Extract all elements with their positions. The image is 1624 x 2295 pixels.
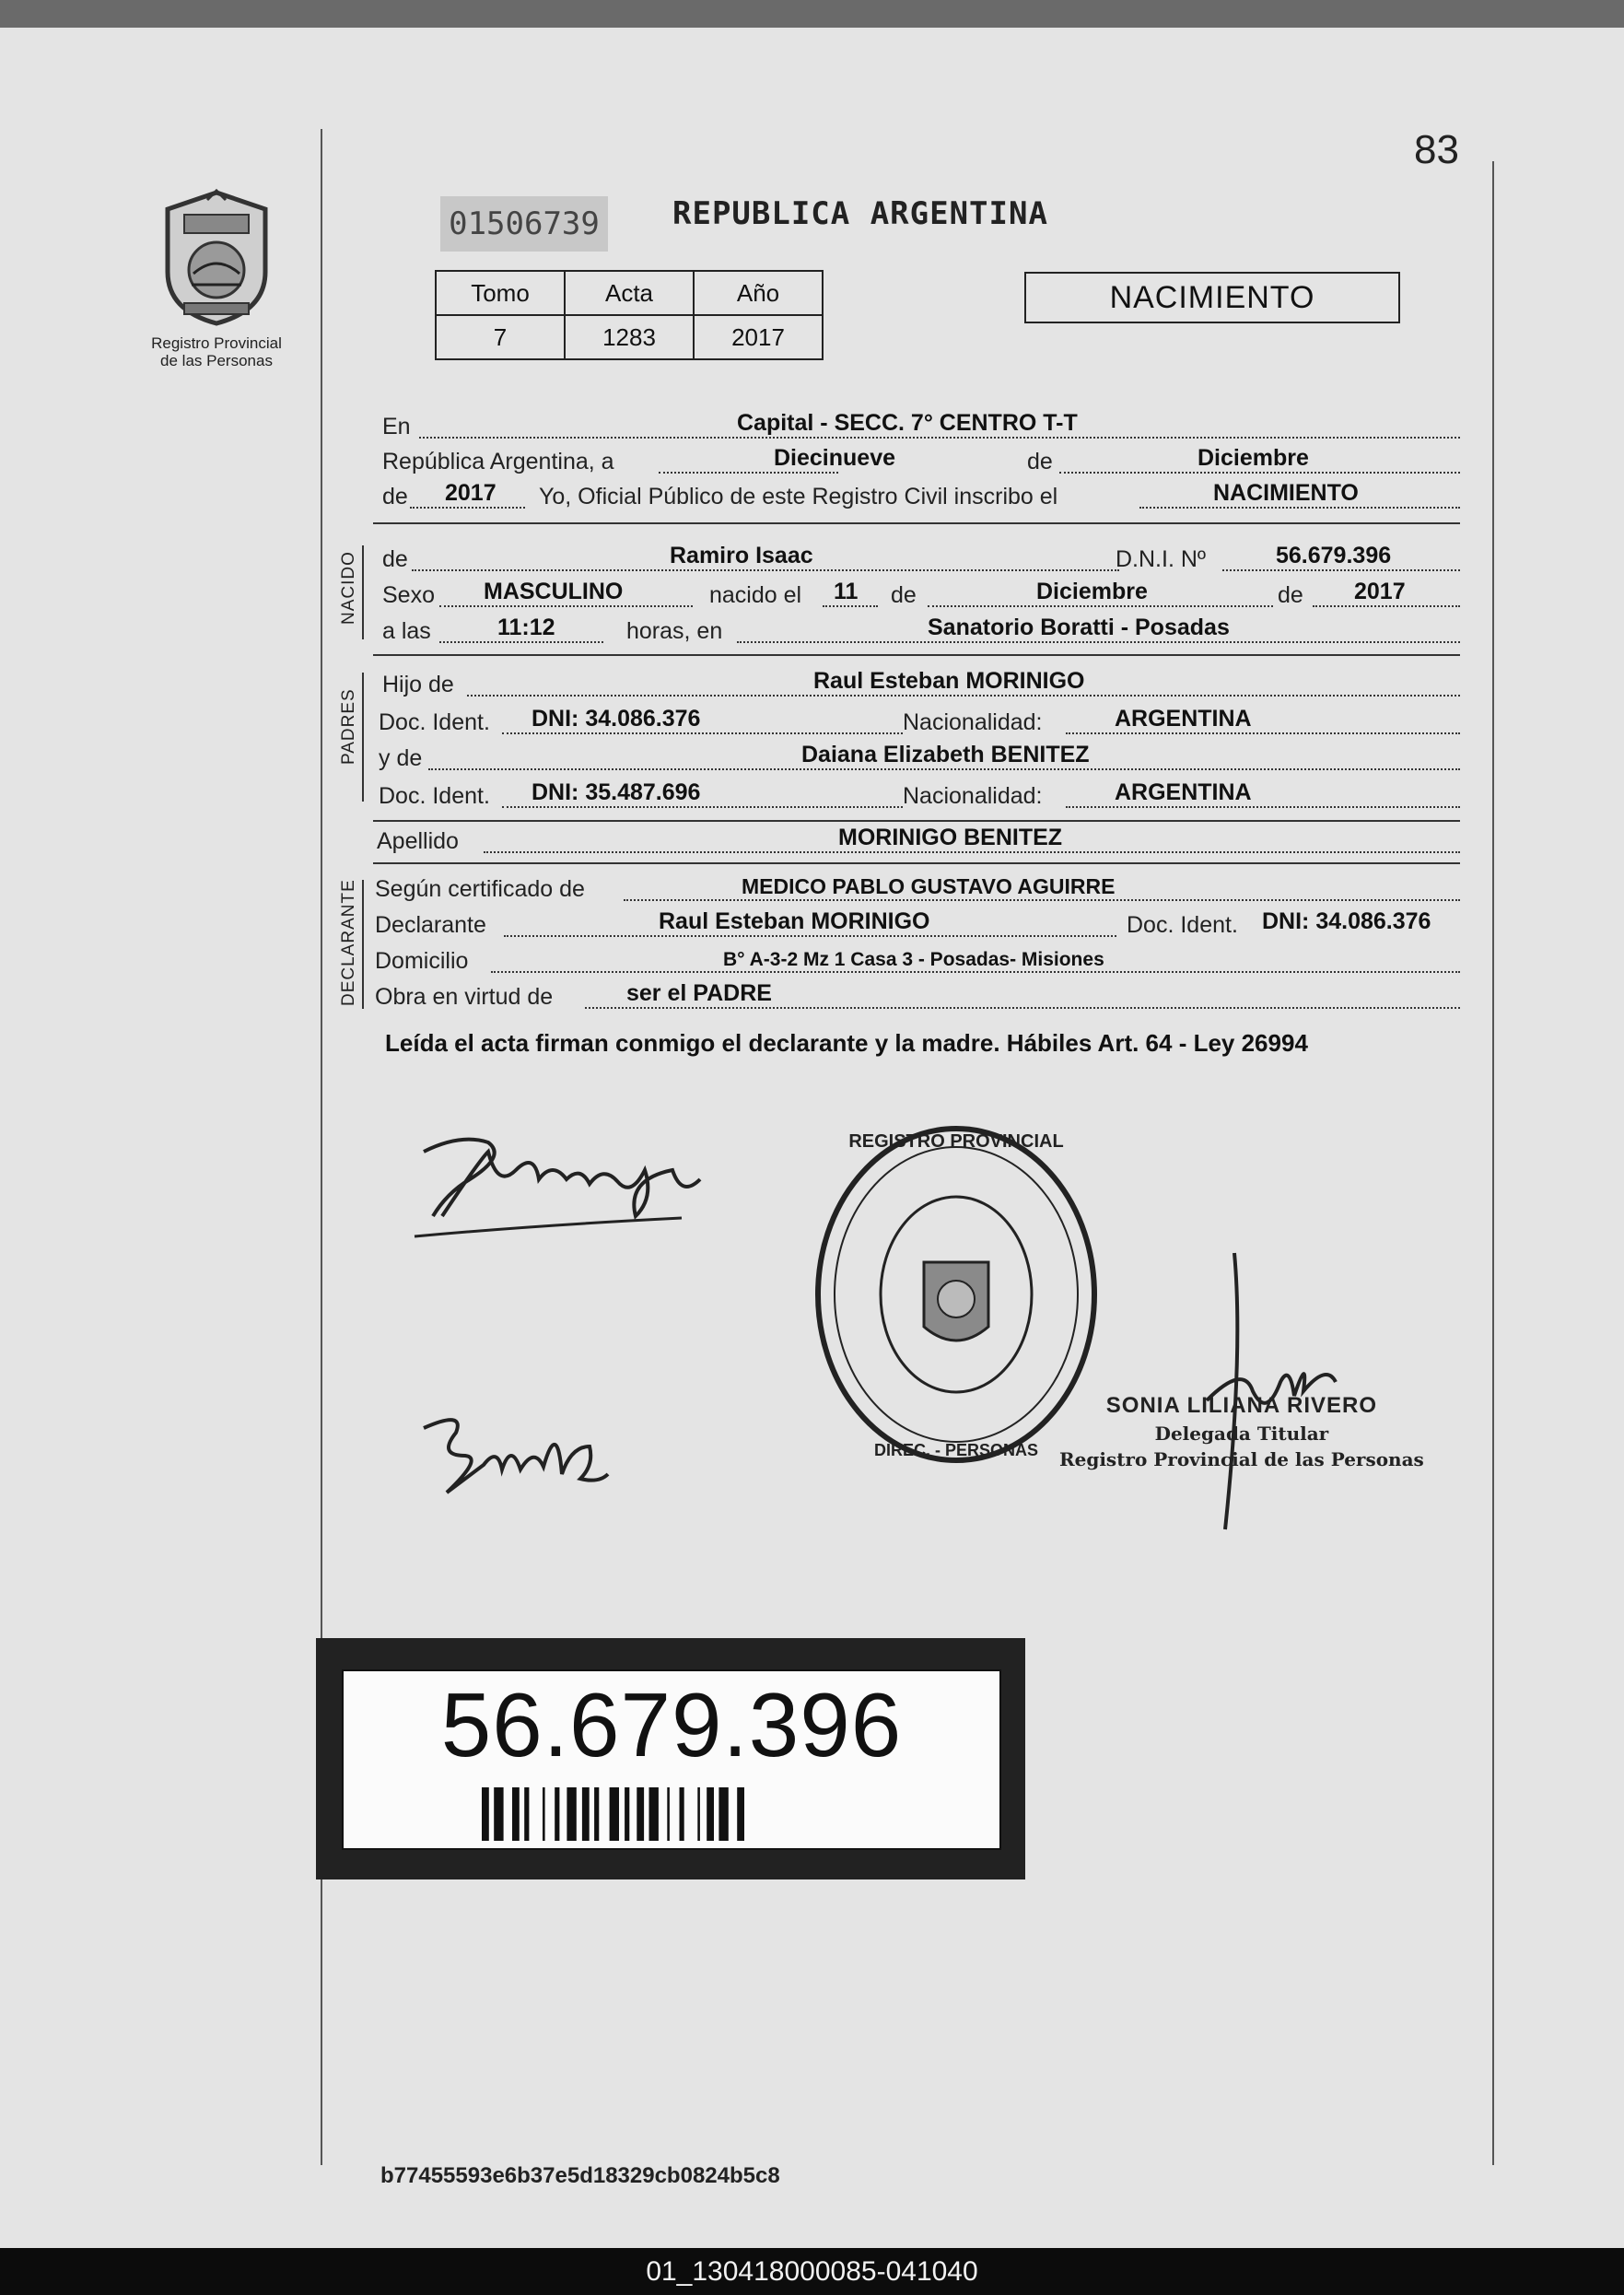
value-declarante-doc: DNI: 34.086.376 bbox=[1262, 908, 1431, 934]
margin-line-right bbox=[1492, 161, 1494, 2165]
value-nombre: Ramiro Isaac bbox=[670, 543, 813, 568]
value-apellido: MORINIGO BENITEZ bbox=[838, 825, 1063, 850]
value-madre-doc: DNI: 35.487.696 bbox=[532, 779, 701, 805]
row-apellido bbox=[377, 820, 1460, 857]
value-certificado: MEDICO PABLO GUSTAVO AGUIRRE bbox=[742, 874, 1116, 898]
seal-caption-line-2: de las Personas bbox=[160, 352, 273, 369]
page-number: 83 bbox=[1414, 127, 1459, 172]
label-doc-ident-padre: Doc. Ident. bbox=[379, 709, 490, 735]
barcode-bar bbox=[594, 1787, 599, 1841]
barcode-bar bbox=[649, 1787, 659, 1841]
dotted-line bbox=[1313, 605, 1460, 607]
value-dni: 56.679.396 bbox=[1276, 543, 1392, 568]
label-horas-en: horas, en bbox=[626, 618, 723, 644]
barcode-bar bbox=[555, 1787, 559, 1841]
row-madre-doc bbox=[379, 775, 1460, 812]
official-block bbox=[1059, 1393, 1424, 1470]
barcode-bar bbox=[567, 1787, 576, 1841]
label-sexo: Sexo bbox=[382, 582, 435, 608]
row-declarante bbox=[375, 904, 1460, 941]
row-nombre bbox=[382, 538, 1460, 575]
row-certificado bbox=[375, 868, 1460, 905]
row-sexo bbox=[382, 574, 1460, 611]
value-nac-anio: 2017 bbox=[1354, 579, 1406, 604]
value-madre-nac: ARGENTINA bbox=[1115, 779, 1252, 805]
dotted-line bbox=[1139, 507, 1460, 509]
dotted-line bbox=[502, 732, 903, 734]
registry-value-tomo: 7 bbox=[436, 315, 565, 359]
legal-statement: Leída el acta firman conmigo el declarante y la madre. Hábiles Art. 64 - Ley 26994 bbox=[385, 1029, 1308, 1057]
label-declarante: Declarante bbox=[375, 912, 486, 938]
value-lugar-nac: Sanatorio Boratti - Posadas bbox=[928, 615, 1230, 640]
dotted-line bbox=[823, 605, 878, 607]
label-de: de bbox=[1027, 449, 1053, 474]
seal-caption bbox=[124, 334, 309, 369]
label-segun: Según certificado de bbox=[375, 876, 585, 902]
dotted-line bbox=[928, 605, 1273, 607]
label-republica: República Argentina, a bbox=[382, 449, 614, 474]
row-padre-doc bbox=[379, 701, 1460, 738]
value-lugar: Capital - SECC. 7° CENTRO T-T bbox=[737, 410, 1078, 436]
label-de-year: de bbox=[382, 484, 408, 509]
serial-number: 01506739 bbox=[440, 196, 608, 252]
dotted-line bbox=[585, 1007, 1460, 1009]
dotted-line bbox=[1066, 732, 1460, 734]
barcode-bar bbox=[610, 1787, 619, 1841]
side-label-nacido: NACIDO bbox=[339, 551, 358, 625]
dotted-line bbox=[659, 472, 838, 474]
row-obra bbox=[375, 976, 1460, 1013]
label-a-las: a las bbox=[382, 618, 431, 644]
record-type-box: NACIMIENTO bbox=[1024, 272, 1400, 323]
dotted-line bbox=[410, 507, 525, 509]
dotted-line bbox=[491, 971, 1460, 973]
label-y-de: y de bbox=[379, 745, 423, 771]
official-title: Delegada Titular bbox=[1154, 1423, 1329, 1445]
barcode-bar bbox=[482, 1787, 489, 1841]
provincial-seal-icon bbox=[157, 189, 276, 327]
value-sexo: MASCULINO bbox=[484, 579, 624, 604]
value-anio: 2017 bbox=[445, 480, 497, 506]
label-doc-ident-declarante: Doc. Ident. bbox=[1127, 912, 1238, 938]
seal-caption-line-1: Registro Provincial bbox=[151, 334, 282, 352]
side-bar-padres bbox=[362, 673, 364, 802]
label-hijo-de: Hijo de bbox=[382, 672, 454, 697]
dotted-line bbox=[1222, 569, 1460, 571]
row-padre bbox=[382, 663, 1460, 700]
barcode-bar bbox=[494, 1787, 503, 1841]
dotted-line bbox=[467, 695, 1460, 697]
row-lugar bbox=[382, 405, 1460, 442]
registry-table bbox=[435, 270, 824, 360]
label-obra: Obra en virtud de bbox=[375, 984, 554, 1010]
label-nacionalidad-padre: Nacionalidad: bbox=[903, 709, 1043, 735]
value-dia: Diecinueve bbox=[774, 445, 896, 471]
dotted-line bbox=[1059, 472, 1460, 474]
dotted-line bbox=[504, 935, 1116, 937]
section-separator bbox=[373, 522, 1460, 524]
dotted-line bbox=[502, 806, 903, 808]
value-padre: Raul Esteban MORINIGO bbox=[813, 668, 1085, 694]
scan-footer-id: 01_130418000085-041040 bbox=[0, 2248, 1624, 2295]
barcode-bar bbox=[524, 1787, 529, 1841]
label-de-name: de bbox=[382, 546, 408, 572]
registry-value-anio: 2017 bbox=[694, 315, 823, 359]
barcode-bar bbox=[697, 1787, 700, 1841]
barcode-label bbox=[316, 1638, 1025, 1879]
document-country-title: REPUBLICA ARGENTINA bbox=[672, 195, 1048, 232]
row-fecha bbox=[382, 440, 1460, 477]
label-nacido-el: nacido el bbox=[709, 582, 802, 608]
label-doc-ident-madre: Doc. Ident. bbox=[379, 783, 490, 809]
label-de-anio: de bbox=[1278, 582, 1303, 608]
value-acto: NACIMIENTO bbox=[1213, 480, 1359, 506]
barcode-inner bbox=[342, 1669, 1001, 1850]
dotted-line bbox=[428, 768, 1460, 770]
mother-signature bbox=[410, 1391, 622, 1511]
dotted-line bbox=[484, 851, 1460, 853]
official-office: Registro Provincial de las Personas bbox=[1059, 1448, 1424, 1470]
dotted-line bbox=[737, 641, 1460, 643]
registry-header-tomo: Tomo bbox=[436, 271, 565, 315]
dotted-line bbox=[439, 605, 693, 607]
row-madre bbox=[379, 737, 1460, 774]
section-separator bbox=[373, 654, 1460, 656]
label-nacionalidad-madre: Nacionalidad: bbox=[903, 783, 1043, 809]
label-apellido: Apellido bbox=[377, 828, 459, 854]
barcode-bar bbox=[719, 1787, 728, 1841]
dotted-line bbox=[624, 899, 1460, 901]
barcode-bar bbox=[637, 1787, 644, 1841]
value-obra: ser el PADRE bbox=[626, 980, 772, 1006]
barcode-bar bbox=[667, 1787, 670, 1841]
label-en: En bbox=[382, 414, 411, 439]
value-madre: Daiana Elizabeth BENITEZ bbox=[801, 742, 1090, 767]
birth-certificate-page bbox=[0, 28, 1624, 2248]
label-dni: D.N.I. Nº bbox=[1116, 546, 1207, 572]
barcode-bar bbox=[737, 1787, 744, 1841]
section-separator bbox=[373, 862, 1460, 864]
value-nac-mes: Diciembre bbox=[1036, 579, 1148, 604]
official-signature bbox=[1188, 1244, 1373, 1539]
row-domicilio bbox=[375, 940, 1460, 977]
document-hash: b77455593e6b37e5d18329cb0824b5c8 bbox=[380, 2163, 780, 2188]
dotted-line bbox=[1066, 806, 1460, 808]
value-domicilio: B° A-3-2 Mz 1 Casa 3 - Posadas- Misiones bbox=[723, 949, 1104, 970]
value-mes: Diciembre bbox=[1198, 445, 1309, 471]
value-padre-nac: ARGENTINA bbox=[1115, 706, 1252, 732]
barcode-number: 56.679.396 bbox=[440, 1674, 903, 1775]
registry-value-acta: 1283 bbox=[565, 315, 694, 359]
barcode-bar bbox=[512, 1787, 520, 1841]
value-hora: 11:12 bbox=[497, 615, 555, 640]
value-padre-doc: DNI: 34.086.376 bbox=[532, 706, 701, 732]
official-name: SONIA LILIANA RIVERO bbox=[1105, 1393, 1378, 1418]
barcode-bar bbox=[543, 1787, 545, 1841]
value-nac-dia: 11 bbox=[834, 579, 859, 604]
stamp-text-top: REGISTRO PROVINCIAL bbox=[848, 1131, 1064, 1152]
registry-header-acta: Acta bbox=[565, 271, 694, 315]
side-bar-declarante bbox=[362, 880, 364, 1009]
registry-header-anio: Año bbox=[694, 271, 823, 315]
dotted-line bbox=[439, 641, 603, 643]
row-hora bbox=[382, 610, 1460, 647]
label-oficial: Yo, Oficial Público de este Registro Civil inscribo el bbox=[539, 484, 1058, 509]
side-label-padres: PADRES bbox=[339, 688, 358, 765]
label-de-mes: de bbox=[891, 582, 917, 608]
stamp-text-bottom: DIREC. - PERSONAS bbox=[873, 1441, 1039, 1459]
declarant-signature bbox=[405, 1115, 737, 1253]
row-acto bbox=[382, 475, 1460, 512]
barcode-bar bbox=[707, 1787, 714, 1841]
dotted-line bbox=[419, 437, 1460, 439]
side-label-declarante: DECLARANTE bbox=[339, 879, 358, 1006]
label-domicilio: Domicilio bbox=[375, 948, 469, 974]
barcode-icon bbox=[482, 1787, 861, 1841]
side-bar-nacido bbox=[362, 545, 364, 639]
barcode-bar bbox=[680, 1787, 684, 1841]
barcode-bar bbox=[582, 1787, 590, 1841]
dotted-line bbox=[412, 569, 1119, 571]
barcode-bar bbox=[625, 1787, 629, 1841]
value-declarante: Raul Esteban MORINIGO bbox=[659, 908, 930, 934]
